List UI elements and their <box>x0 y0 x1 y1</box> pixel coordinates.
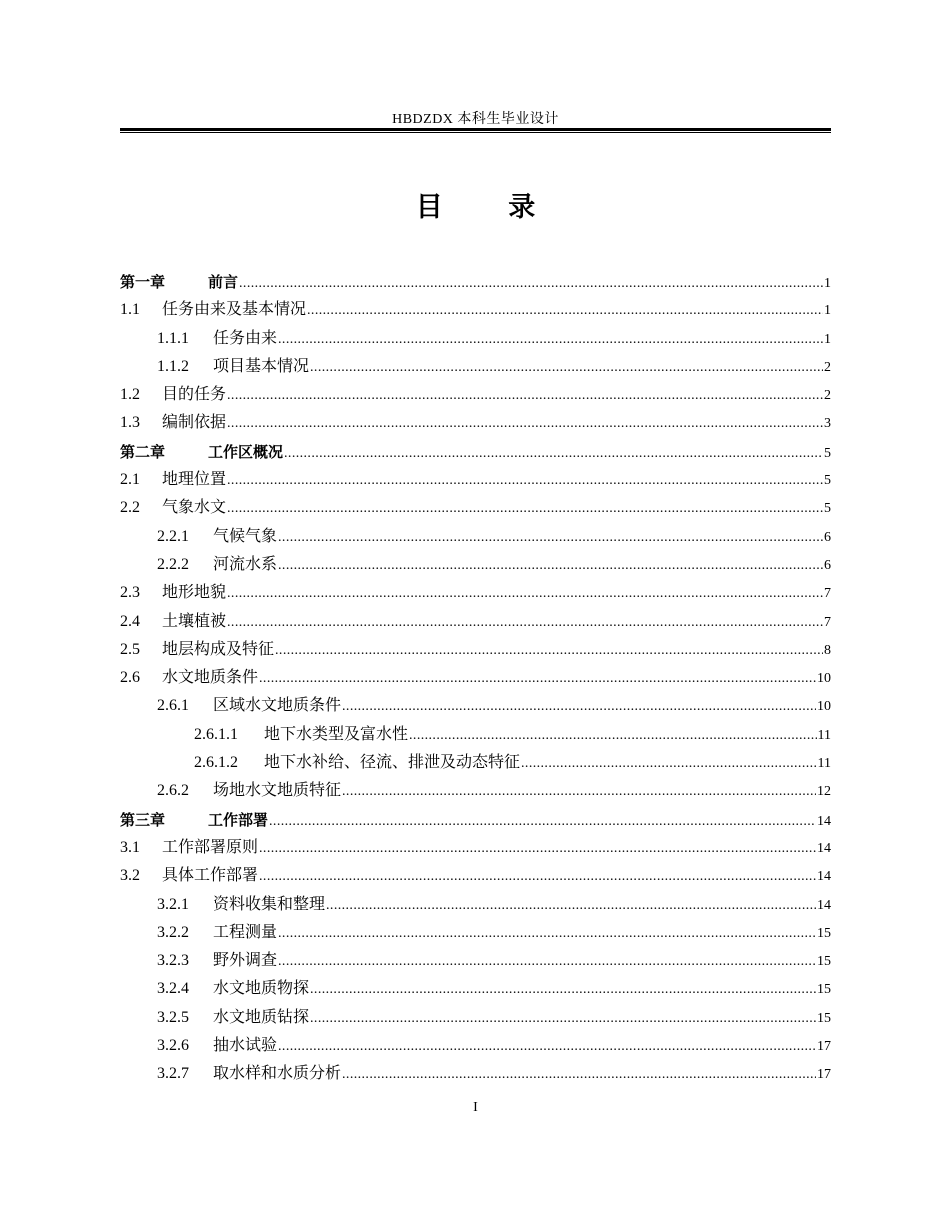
toc-leader-dots <box>227 580 823 607</box>
toc-entry[interactable] <box>120 891 831 919</box>
toc-entry-title: 编制依据 <box>162 414 227 432</box>
toc-entry-number: 2.4 <box>120 612 140 630</box>
toc-entry-title: 气候气象 <box>213 527 278 545</box>
running-header: HBDZDX 本科生毕业设计 <box>392 112 559 127</box>
toc-entry-page: 8 <box>824 642 831 658</box>
toc-entry-number: 1.1 <box>120 301 140 319</box>
header-rule-thick <box>120 128 831 131</box>
toc-leader-dots <box>239 270 823 296</box>
toc-entry-title: 气象水文 <box>162 499 227 517</box>
toc-entry-page: 17 <box>817 1067 831 1083</box>
toc-entry-page: 1 <box>824 331 831 347</box>
toc-entry-page: 15 <box>817 954 831 970</box>
toc-leader-dots <box>259 665 816 692</box>
toc-entry-title: 取水样和水质分析 <box>213 1065 342 1083</box>
toc-entry-number: 3.2 <box>120 867 140 885</box>
toc-entry-page: 10 <box>817 699 831 715</box>
toc-leader-dots <box>342 693 816 720</box>
toc-entry-page: 1 <box>824 303 831 319</box>
toc-entry-title: 地形地貌 <box>162 584 227 602</box>
toc-title <box>120 190 831 226</box>
toc-entry-page: 10 <box>817 671 831 687</box>
toc-entry-page: 2 <box>824 388 831 404</box>
toc-entry-title: 野外调查 <box>213 952 278 970</box>
toc-entry[interactable] <box>120 268 831 296</box>
toc-entry[interactable] <box>120 1032 831 1060</box>
toc-entry-number: 3.2.2 <box>157 923 189 941</box>
toc-entry-number: 3.2.7 <box>157 1065 189 1083</box>
toc-entry[interactable] <box>120 325 831 353</box>
toc-entry-title: 项目基本情况 <box>213 357 310 375</box>
toc-entry-number: 2.6.1.1 <box>194 725 238 743</box>
toc-entry-page: 6 <box>824 529 831 545</box>
toc-entry-title: 水文地质物探 <box>213 980 310 998</box>
toc-entry-number: 1.3 <box>120 414 140 432</box>
toc-leader-dots <box>227 382 823 409</box>
toc-entry[interactable] <box>120 608 831 636</box>
toc-entry-number: 1.1.1 <box>157 329 189 347</box>
toc-entry-number: 1.2 <box>120 386 140 404</box>
toc-leader-dots <box>284 440 823 466</box>
toc-entry[interactable] <box>120 636 831 664</box>
toc-entry[interactable] <box>120 523 831 551</box>
toc-entry-number: 3.2.3 <box>157 952 189 970</box>
toc-entry-number: 3.2.1 <box>157 895 189 913</box>
toc-entry[interactable] <box>120 296 831 324</box>
toc-entry-title: 任务由来 <box>213 329 278 347</box>
toc-entry-page: 1 <box>824 276 831 291</box>
toc-entry-number: 3.2.5 <box>157 1008 189 1026</box>
toc-entry-title: 工作部署 <box>208 810 269 829</box>
toc-entry-page: 5 <box>824 473 831 489</box>
toc-entry[interactable] <box>120 947 831 975</box>
toc-entry-page: 14 <box>817 840 831 856</box>
toc-entry-number: 1.1.2 <box>157 357 189 375</box>
toc-entry-number: 2.5 <box>120 640 140 658</box>
toc-entry-number: 3.1 <box>120 838 140 856</box>
toc-entry-page: 15 <box>817 925 831 941</box>
toc-entry-page: 6 <box>824 557 831 573</box>
toc-entry[interactable] <box>120 381 831 409</box>
toc-leader-dots <box>278 326 823 353</box>
toc-entry-number: 2.1 <box>120 471 140 489</box>
toc-leader-dots <box>310 1005 816 1032</box>
toc-leader-dots <box>259 835 816 862</box>
toc-entry[interactable] <box>120 664 831 692</box>
toc-entry-page: 14 <box>817 869 831 885</box>
toc-entry-number: 第三章 <box>120 810 166 829</box>
toc-leader-dots <box>227 410 823 437</box>
toc-entry-page: 11 <box>817 756 831 772</box>
toc-entry-number: 2.6.2 <box>157 782 189 800</box>
toc-entry-number: 3.2.4 <box>157 980 189 998</box>
toc-entry-number: 2.6.1.2 <box>194 754 238 772</box>
toc-entry[interactable] <box>120 1004 831 1032</box>
toc-entry-number: 3.2.6 <box>157 1037 189 1055</box>
toc-entry[interactable] <box>120 409 831 437</box>
toc-leader-dots <box>278 552 823 579</box>
toc-entry[interactable] <box>120 777 831 805</box>
toc-entry-page: 2 <box>824 359 831 375</box>
toc-entry[interactable] <box>120 806 831 834</box>
toc-entry-title: 地层构成及特征 <box>162 640 275 658</box>
toc-leader-dots <box>227 467 823 494</box>
toc-entry-page: 12 <box>817 784 831 800</box>
toc-entry-title: 工作部署原则 <box>162 838 259 856</box>
toc-leader-dots <box>310 354 823 381</box>
toc-entry[interactable] <box>120 721 831 749</box>
toc-entry-page: 14 <box>817 897 831 913</box>
toc-entry-number: 2.3 <box>120 584 140 602</box>
toc-entry-number: 2.6 <box>120 669 140 687</box>
toc-entry[interactable] <box>120 1060 831 1088</box>
toc-entry[interactable] <box>120 692 831 720</box>
toc-entry-page: 3 <box>824 416 831 432</box>
toc-leader-dots <box>307 297 823 324</box>
toc-entry-number: 2.2.1 <box>157 527 189 545</box>
toc-leader-dots <box>275 637 823 664</box>
toc-entry[interactable] <box>120 862 831 890</box>
toc-entry-title: 土壤植被 <box>162 612 227 630</box>
toc-entry-title: 资料收集和整理 <box>213 895 326 913</box>
toc-entry-number: 第一章 <box>120 273 166 291</box>
toc-entry[interactable] <box>120 834 831 862</box>
toc-entry-title: 抽水试验 <box>213 1037 278 1055</box>
toc-leader-dots <box>278 948 816 975</box>
toc-leader-dots <box>278 524 823 551</box>
toc-entry-page: 14 <box>817 813 831 829</box>
toc-entry-title: 任务由来及基本情况 <box>162 301 307 319</box>
toc-entry-page: 15 <box>817 982 831 998</box>
toc-entry-page: 17 <box>817 1039 831 1055</box>
toc-entry-page: 7 <box>824 614 831 630</box>
toc-leader-dots <box>227 609 823 636</box>
toc-entry-number: 第二章 <box>120 442 166 461</box>
toc-entry-title: 地下水类型及富水性 <box>264 725 409 743</box>
toc-entry-page: 11 <box>817 727 831 743</box>
toc-title-char: 录 <box>508 192 536 223</box>
toc-entry[interactable] <box>120 438 831 466</box>
toc-entry-title: 地理位置 <box>162 471 227 489</box>
toc-entry-title: 水文地质钻探 <box>213 1008 310 1026</box>
toc-entry-title: 区域水文地质条件 <box>213 697 342 715</box>
header-rule-thin <box>120 132 831 133</box>
toc-leader-dots <box>278 1033 816 1060</box>
toc-leader-dots <box>227 495 823 522</box>
toc-leader-dots <box>342 778 816 805</box>
toc-entry-title: 场地水文地质特征 <box>213 782 342 800</box>
toc-entry-number: 2.2 <box>120 499 140 517</box>
toc-entry[interactable] <box>120 353 831 381</box>
toc-entry-title: 工程测量 <box>213 923 278 941</box>
toc-entry-page: 15 <box>817 1010 831 1026</box>
table-of-contents <box>120 268 831 1089</box>
toc-leader-dots <box>409 722 817 749</box>
toc-entry-number: 2.6.1 <box>157 697 189 715</box>
toc-leader-dots <box>521 750 817 777</box>
toc-entry-title: 河流水系 <box>213 555 278 573</box>
toc-entry-title: 工作区概况 <box>208 442 284 461</box>
toc-entry-page: 5 <box>824 501 831 517</box>
toc-leader-dots <box>278 920 816 947</box>
toc-entry-title: 目的任务 <box>162 386 227 404</box>
toc-title-char: 目 <box>415 192 443 223</box>
toc-entry-title: 水文地质条件 <box>162 669 259 687</box>
toc-leader-dots <box>310 976 816 1003</box>
toc-entry-title: 具体工作部署 <box>162 867 259 885</box>
page-number: I <box>473 1100 478 1115</box>
toc-leader-dots <box>342 1061 816 1088</box>
toc-entry[interactable] <box>120 579 831 607</box>
toc-entry-page: 7 <box>824 586 831 602</box>
toc-leader-dots <box>259 863 816 890</box>
toc-entry[interactable] <box>120 749 831 777</box>
toc-entry[interactable] <box>120 975 831 1003</box>
toc-entry[interactable] <box>120 919 831 947</box>
toc-entry-number: 2.2.2 <box>157 555 189 573</box>
toc-entry-title: 地下水补给、径流、排泄及动态特征 <box>264 754 521 772</box>
toc-leader-dots <box>326 892 816 919</box>
toc-entry[interactable] <box>120 551 831 579</box>
toc-entry[interactable] <box>120 466 831 494</box>
toc-leader-dots <box>269 808 816 834</box>
toc-entry-page: 5 <box>824 445 831 461</box>
toc-entry-title: 前言 <box>208 273 239 291</box>
toc-entry[interactable] <box>120 494 831 522</box>
